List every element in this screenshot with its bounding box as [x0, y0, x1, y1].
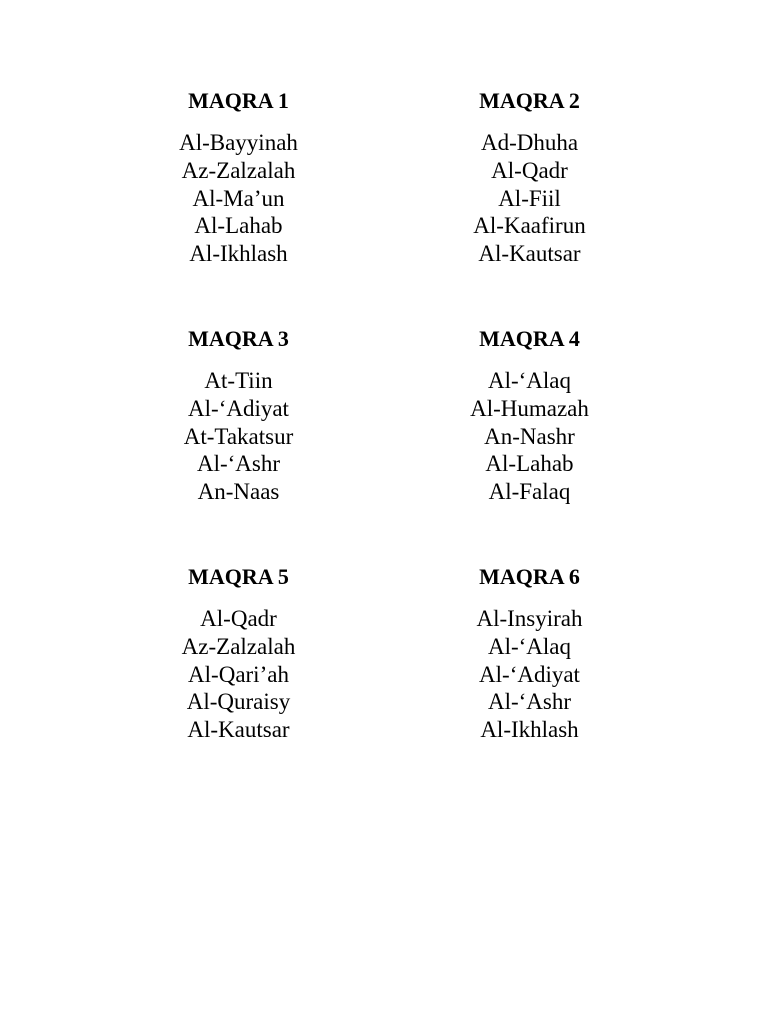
surah-item: Al-‘Ashr — [487, 689, 572, 715]
surah-item: An-Naas — [197, 479, 280, 505]
surah-item: Al-Qadr — [491, 157, 568, 183]
maqra-block-4 — [384, 326, 675, 564]
surah-list — [384, 367, 675, 506]
surah-item: Al-Ikhlash — [480, 717, 579, 743]
surah-item: Al-‘Adiyat — [479, 661, 580, 687]
surah-list — [93, 129, 384, 268]
maqra-title: MAQRA 1 — [188, 88, 289, 113]
maqra-block-5 — [93, 564, 384, 802]
surah-item: Al-Lahab — [485, 451, 574, 477]
surah-item: Al-Humazah — [470, 395, 589, 421]
surah-item: Al-Kautsar — [187, 717, 290, 743]
surah-list — [93, 605, 384, 744]
surah-item: Al-Lahab — [194, 213, 283, 239]
surah-item: Al-‘Ashr — [196, 451, 281, 477]
surah-item: Al-‘Alaq — [487, 368, 572, 393]
maqra-title: MAQRA 2 — [479, 88, 580, 113]
maqra-block-1 — [93, 88, 384, 326]
surah-item: Az-Zalzalah — [181, 633, 296, 659]
surah-list — [384, 129, 675, 268]
surah-item: At-Tiin — [204, 368, 273, 393]
maqra-title: MAQRA 5 — [188, 564, 289, 589]
surah-item: Al-‘Adiyat — [188, 395, 289, 421]
surah-item: Al-Fiil — [498, 185, 561, 211]
maqra-title: MAQRA 6 — [479, 564, 580, 589]
surah-item: Al-Falaq — [488, 479, 571, 505]
surah-item: Az-Zalzalah — [181, 157, 296, 183]
surah-item: Al-Kaafirun — [473, 213, 586, 239]
maqra-block-2 — [384, 88, 675, 326]
surah-item: Al-Ma’un — [192, 185, 285, 211]
surah-item: Al-Quraisy — [186, 689, 291, 715]
surah-item: Ad-Dhuha — [480, 130, 579, 155]
surah-item: Al-Ikhlash — [189, 241, 288, 267]
surah-list — [93, 367, 384, 506]
maqra-block-3 — [93, 326, 384, 564]
surah-item: An-Nashr — [484, 423, 575, 449]
maqra-grid — [93, 88, 675, 802]
surah-item: Al-Kautsar — [478, 241, 581, 267]
surah-item: Al-Qari’ah — [188, 661, 289, 687]
surah-item: At-Takatsur — [183, 423, 294, 449]
maqra-title: MAQRA 3 — [188, 326, 289, 351]
surah-list — [384, 605, 675, 744]
surah-item: Al-Qadr — [200, 606, 277, 631]
surah-item: Al-Insyirah — [476, 606, 583, 631]
maqra-block-6 — [384, 564, 675, 802]
surah-item: Al-Bayyinah — [179, 130, 298, 155]
surah-item: Al-‘Alaq — [487, 633, 572, 659]
maqra-title: MAQRA 4 — [479, 326, 580, 351]
